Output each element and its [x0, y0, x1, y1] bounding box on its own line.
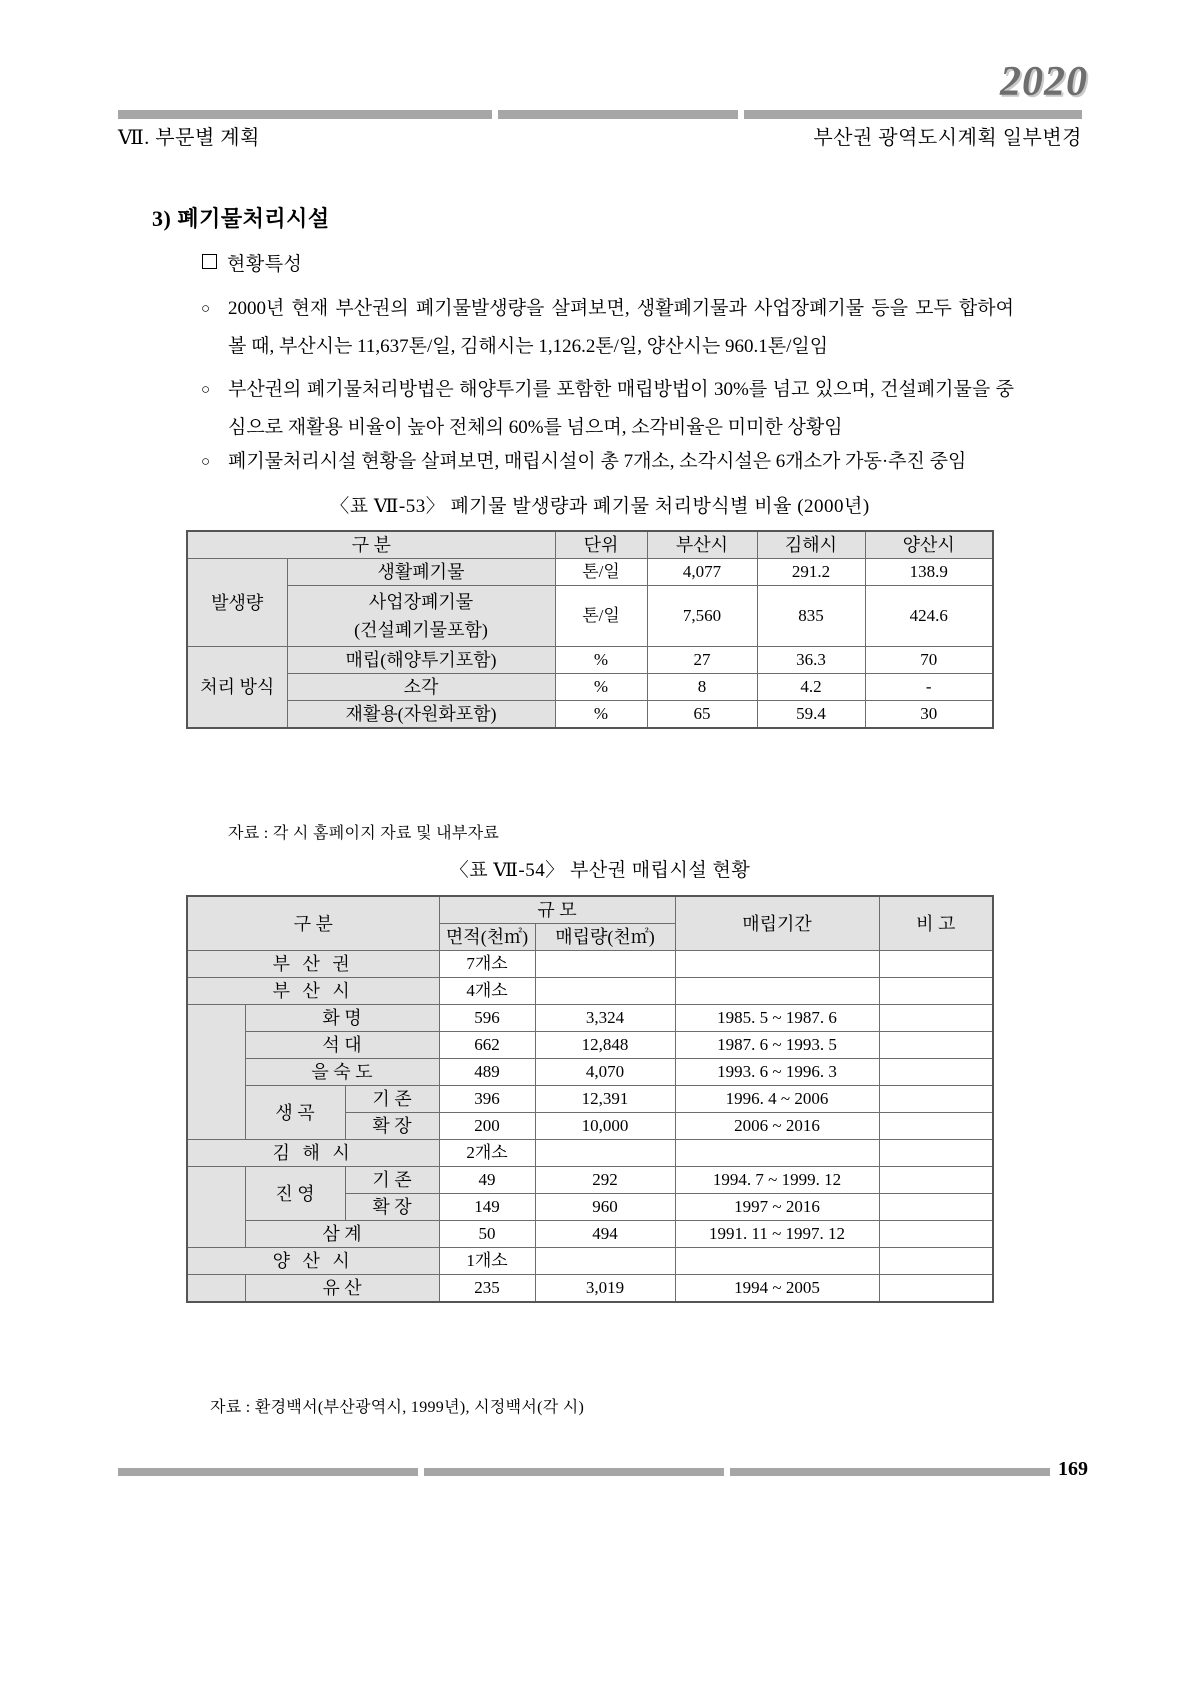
table-2-cell-remark: [879, 1248, 993, 1275]
subsection-heading-label: 현황특성: [227, 254, 303, 275]
table-row: [187, 1167, 993, 1194]
table-row: [187, 674, 993, 701]
table-1-row-label: 소각: [287, 674, 555, 701]
table-2-row-label: 석 대: [245, 1032, 439, 1059]
table-1-row-label: 생활폐기물: [287, 559, 555, 586]
table-2-cell-period: [675, 1140, 879, 1167]
table-2-row-label: 화 명: [245, 1005, 439, 1032]
table-2-header-volume: 매립량(천㎡): [535, 924, 675, 951]
running-header: [118, 121, 1082, 150]
circle-bullet-icon: ○: [201, 301, 211, 317]
table-1-cell-busan: 7,560: [647, 586, 757, 647]
table-1-row-label-line2: (건설폐기물포함): [354, 620, 488, 640]
table-2-row-sublabel: 기 존: [345, 1167, 439, 1194]
table-2-row-label: 부 산 권: [187, 951, 439, 978]
landfill-facility-table: [186, 895, 994, 1303]
header-rule: [118, 110, 1082, 119]
table-2-row-label: 부 산 시: [187, 978, 439, 1005]
table-2-cell-volume: 12,391: [535, 1086, 675, 1113]
table-2-cell-period: 1994. 7 ~ 1999. 12: [675, 1167, 879, 1194]
table-1-cell-busan: 8: [647, 674, 757, 701]
table-2-row-sublabel: 확 장: [345, 1113, 439, 1140]
table-2-cell-area: 235: [439, 1275, 535, 1303]
table-1-header-category: 구 분: [187, 531, 555, 559]
table-2-caption: 〈표 Ⅶ-54〉 부산권 매립시설 현황: [449, 860, 751, 881]
table-2-cell-period: 1996. 4 ~ 2006: [675, 1086, 879, 1113]
table-2-cell-period: 1994 ~ 2005: [675, 1275, 879, 1303]
table-2-cell-period: 1993. 6 ~ 1996. 3: [675, 1059, 879, 1086]
table-2-cell-area: 489: [439, 1059, 535, 1086]
table-2-row-label: 생 곡: [245, 1086, 345, 1140]
table-1-header-busan: 부산시: [647, 531, 757, 559]
table-1-group-label: 처리 방식: [187, 647, 287, 729]
bullet-text: 2000년 현재 부산권의 폐기물발생량을 살펴보면, 생활폐기물과 사업장폐기물 등을 모두 합하여 볼 때, 부산시는 11,637톤/일, 김해시는 1,126.2톤/일, 양산시는 960.1톤/일임: [228, 298, 1014, 357]
table-2-source-note: 자료 : 환경백서(부산광역시, 1999년), 시정백서(각 시): [210, 1399, 585, 1416]
table-1-cell-gimhae: 36.3: [757, 647, 865, 674]
table-2-header-area: 면적(천㎡): [439, 924, 535, 951]
table-2-cell-area: 1개소: [439, 1248, 535, 1275]
header-rule-segment-3: [744, 110, 1082, 119]
table-1-cell-busan: 65: [647, 701, 757, 729]
table-2-cell-area: 4개소: [439, 978, 535, 1005]
table-row: [187, 586, 993, 647]
table-2-cell-volume: 292: [535, 1167, 675, 1194]
table-1-cell-gimhae: 4.2: [757, 674, 865, 701]
table-row: [187, 951, 993, 978]
table-row: [187, 1005, 993, 1032]
table-1-caption: 〈표 Ⅶ-53〉 폐기물 발생량과 폐기물 처리방식별 비율 (2000년): [330, 496, 870, 517]
table-2-cell-period: 1991. 11 ~ 1997. 12: [675, 1221, 879, 1248]
table-2-cell-area: 7개소: [439, 951, 535, 978]
table-1-header-gimhae: 김해시: [757, 531, 865, 559]
table-1-cell-unit: 톤/일: [555, 586, 647, 647]
footer-rule: [118, 1468, 1050, 1476]
table-1-row-label-line1: 사업장폐기물: [368, 592, 474, 612]
table-1-cell-yangsan: 30: [865, 701, 993, 729]
table-2-cell-area: 49: [439, 1167, 535, 1194]
table-1-source-note: 자료 : 각 시 홈페이지 자료 및 내부자료: [228, 825, 500, 842]
table-2-cell-remark: [879, 1059, 993, 1086]
table-row: [187, 1140, 993, 1167]
table-2-row-label: 김 해 시: [187, 1140, 439, 1167]
table-1-cell-unit: 톤/일: [555, 559, 647, 586]
table-2-cell-volume: 3,324: [535, 1005, 675, 1032]
footer-rule-segment-3: [730, 1468, 1050, 1476]
table-2-group-spacer: [187, 1005, 245, 1140]
bullet-item: [202, 443, 1014, 481]
table-2-cell-area: 200: [439, 1113, 535, 1140]
table-2-cell-remark: [879, 1275, 993, 1303]
square-bullet-icon: [202, 254, 217, 269]
table-1-group-label: 발생량: [187, 559, 287, 647]
table-2-header-category: 구 분: [187, 896, 439, 951]
table-1-cell-unit: %: [555, 701, 647, 729]
table-2-cell-remark: [879, 1221, 993, 1248]
table-2-cell-remark: [879, 951, 993, 978]
table-2-group-spacer: [187, 1167, 245, 1248]
table-1-cell-gimhae: 59.4: [757, 701, 865, 729]
table-1-cell-busan: 4,077: [647, 559, 757, 586]
table-2-cell-remark: [879, 1086, 993, 1113]
header-chapter-label: Ⅶ. 부문별 계획: [118, 127, 260, 149]
table-1-header-yangsan: 양산시: [865, 531, 993, 559]
table-row: [187, 559, 993, 586]
table-2-cell-remark: [879, 1113, 993, 1140]
table-2-cell-volume: [535, 951, 675, 978]
table-2-cell-remark: [879, 1032, 993, 1059]
table-2-cell-area: 662: [439, 1032, 535, 1059]
table-1-row-label: [287, 586, 555, 647]
table-2-cell-remark: [879, 1005, 993, 1032]
table-row: [187, 1221, 993, 1248]
table-2-cell-remark: [879, 978, 993, 1005]
table-2-row-label: 삼 계: [245, 1221, 439, 1248]
table-1-cell-busan: 27: [647, 647, 757, 674]
bullet-item: [202, 371, 1014, 447]
table-2-cell-area: 596: [439, 1005, 535, 1032]
table-2-cell-area: 50: [439, 1221, 535, 1248]
subsection-heading: [202, 249, 302, 276]
footer-rule-segment-1: [118, 1468, 418, 1476]
table-2-cell-remark: [879, 1167, 993, 1194]
table-1-cell-gimhae: 835: [757, 586, 865, 647]
table-1-header-unit: 단위: [555, 531, 647, 559]
table-2-cell-area: 149: [439, 1194, 535, 1221]
table-2-cell-period: 1985. 5 ~ 1987. 6: [675, 1005, 879, 1032]
table-2-row-label: 을 숙 도: [245, 1059, 439, 1086]
table-2-cell-period: [675, 1248, 879, 1275]
table-1-cell-yangsan: 424.6: [865, 586, 993, 647]
table-2-cell-period: 1987. 6 ~ 1993. 5: [675, 1032, 879, 1059]
table-2-header-remark: 비 고: [879, 896, 993, 951]
table-2-cell-volume: 4,070: [535, 1059, 675, 1086]
circle-bullet-icon: ○: [201, 382, 211, 398]
table-1-cell-yangsan: -: [865, 674, 993, 701]
table-2-cell-remark: [879, 1140, 993, 1167]
table-2-cell-volume: 960: [535, 1194, 675, 1221]
table-row: [187, 978, 993, 1005]
bullet-item: [202, 290, 1014, 366]
table-2-row-sublabel: 기 존: [345, 1086, 439, 1113]
table-2-cell-period: 1997 ~ 2016: [675, 1194, 879, 1221]
table-header-row: [187, 896, 993, 924]
table-1-cell-gimhae: 291.2: [757, 559, 865, 586]
bullet-text: 폐기물처리시설 현황을 살펴보면, 매립시설이 총 7개소, 소각시설은 6개소가 가동·추진 중임: [228, 451, 967, 472]
table-2-header-period: 매립기간: [675, 896, 879, 951]
table-1-row-label: 매립(해양투기포함): [287, 647, 555, 674]
table-2-row-label: 양 산 시: [187, 1248, 439, 1275]
footer-rule-segment-2: [424, 1468, 724, 1476]
table-2-row-label: 진 영: [245, 1167, 345, 1221]
table-2-row-sublabel: 확 장: [345, 1194, 439, 1221]
table-1-cell-yangsan: 138.9: [865, 559, 993, 586]
table-row: [187, 1248, 993, 1275]
table-2-cell-period: 2006 ~ 2016: [675, 1113, 879, 1140]
header-year: 2020: [1000, 59, 1088, 105]
page-number: 169: [1058, 1458, 1088, 1480]
table-2-cell-period: [675, 951, 879, 978]
table-row: [187, 1275, 993, 1303]
circle-bullet-icon: ○: [201, 454, 211, 470]
table-2-group-spacer: [187, 1275, 245, 1303]
table-1-cell-unit: %: [555, 674, 647, 701]
table-row: [187, 1086, 993, 1113]
header-rule-segment-2: [498, 110, 738, 119]
table-2-cell-area: 396: [439, 1086, 535, 1113]
table-2-cell-volume: 3,019: [535, 1275, 675, 1303]
table-1-cell-yangsan: 70: [865, 647, 993, 674]
waste-generation-table: [186, 530, 994, 729]
table-row: [187, 1059, 993, 1086]
table-2-row-label: 유 산: [245, 1275, 439, 1303]
table-2-cell-remark: [879, 1194, 993, 1221]
table-2-cell-volume: 494: [535, 1221, 675, 1248]
table-2-cell-period: [675, 978, 879, 1005]
table-row: [187, 647, 993, 674]
table-1-cell-unit: %: [555, 647, 647, 674]
header-rule-segment-1: [118, 110, 492, 119]
table-2-cell-volume: 12,848: [535, 1032, 675, 1059]
table-2-cell-volume: [535, 978, 675, 1005]
table-row: [187, 1032, 993, 1059]
table-2-cell-area: 2개소: [439, 1140, 535, 1167]
table-row: [187, 701, 993, 729]
table-1-row-label: 재활용(자원화포함): [287, 701, 555, 729]
table-2-header-scale: 규 모: [439, 896, 675, 924]
table-header-row: [187, 531, 993, 559]
bullet-text: 부산권의 폐기물처리방법은 해양투기를 포함한 매립방법이 30%를 넘고 있으며, 건설폐기물을 중심으로 재활용 비율이 높아 전체의 60%를 넘으며, 소각비율은 미미한 상황임: [228, 379, 1014, 438]
table-2-cell-volume: [535, 1248, 675, 1275]
table-2-cell-volume: [535, 1140, 675, 1167]
header-document-title: 부산권 광역도시계획 일부변경: [813, 127, 1082, 149]
section-heading: 3) 폐기물처리시설: [152, 206, 330, 231]
table-2-cell-volume: 10,000: [535, 1113, 675, 1140]
